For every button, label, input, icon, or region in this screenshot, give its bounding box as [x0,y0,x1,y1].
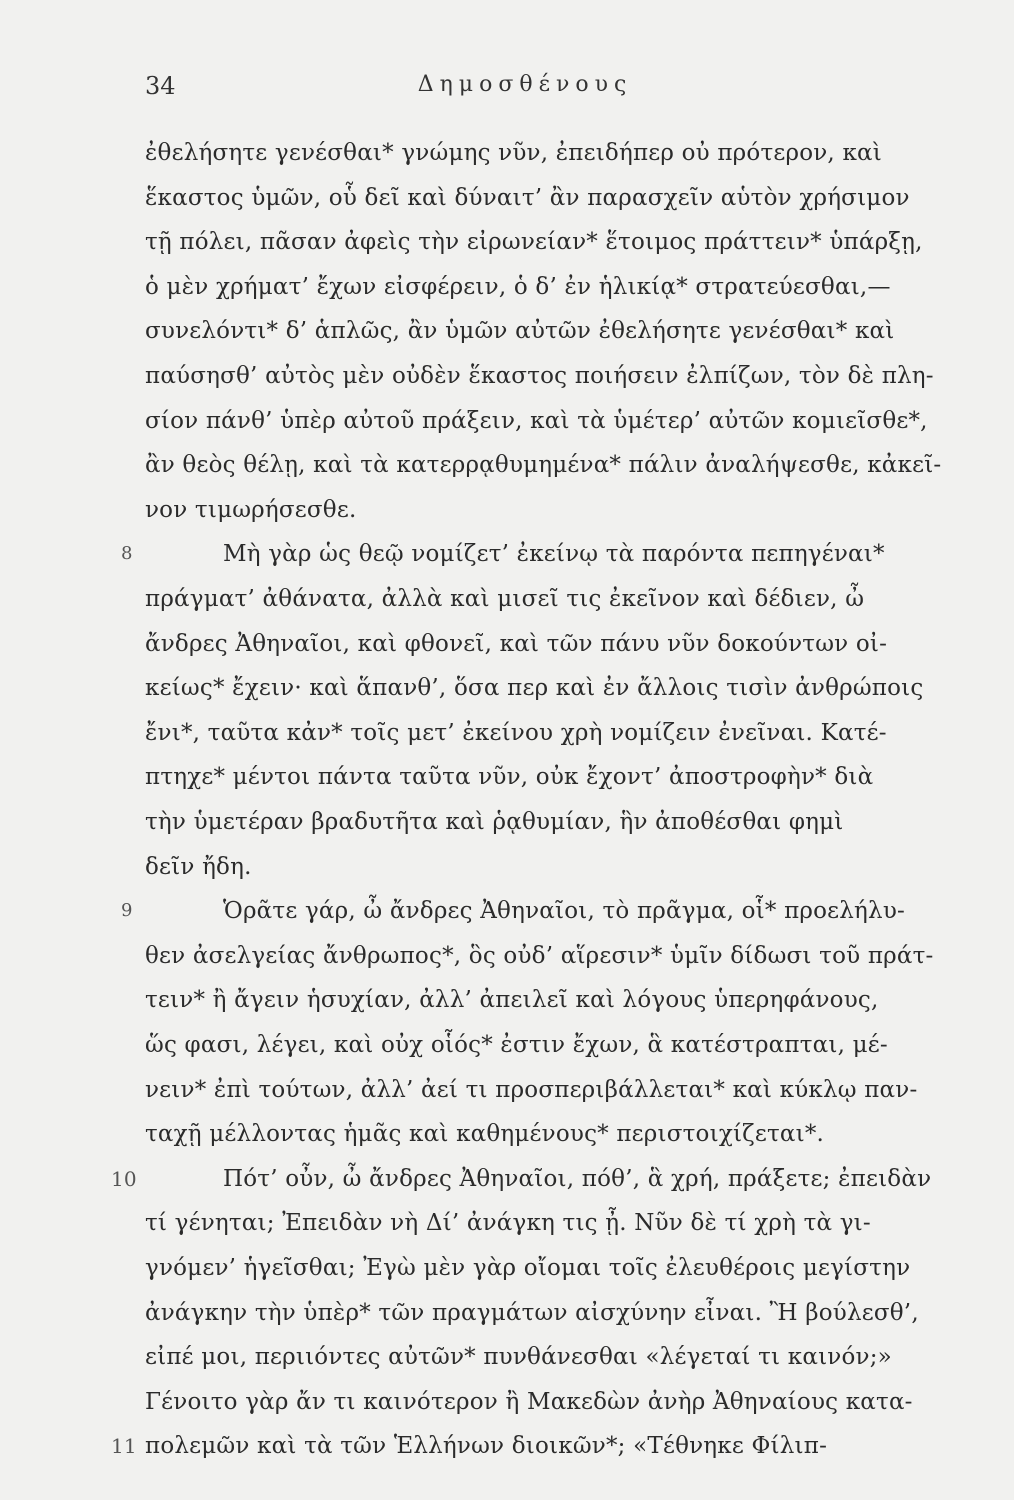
line-text: κείως* ἔχειν· καὶ ἅπανθ’, ὅσα περ καὶ ἐν ἄλλοις τισὶν ἀνθρώποις [145,675,924,702]
text-line [145,358,934,394]
line-text: νον τιμωρήσεσθε. [145,496,357,523]
line-text: τειν* ἢ ἄγειν ἡσυχίαν, ἀλλ’ ἀπειλεῖ καὶ λόγους ὑπερηφάνους, [145,987,879,1014]
text-line [145,1339,892,1375]
line-text: ταχῇ μέλλοντας ἡμᾶς καὶ καθημένους* περιστοιχίζεται*. [145,1121,825,1148]
page-header [145,72,905,108]
text-line [145,804,844,840]
text-line [145,759,873,795]
line-text: πολεμῶν καὶ τὰ τῶν Ἑλλήνων διοικῶν*; «Τέθνηκε Φίλιπ- [145,1433,828,1460]
text-line [145,447,941,483]
text-line [121,893,905,929]
line-text: ἀνάγκην τὴν ὑπὲρ* τῶν πραγμάτων αἰσχύνην εἶναι. Ἢ βούλεσθ’, [145,1299,919,1326]
text-line [145,670,923,706]
line-text: ὁ μὲν χρήματ’ ἔχων εἰσφέρειν, ὁ δ’ ἐν ἡλικίᾳ* στρατεύεσθαι,— [145,273,891,300]
text-line [145,1295,919,1331]
text-line [121,536,885,572]
text-line [145,1205,871,1241]
text-line [145,626,887,662]
text-line [145,1027,888,1063]
line-text: ἐθελήσητε γενέσθαι* γνώμης νῦν, ἐπειδήπερ οὐ πρότερον, καὶ [145,140,882,166]
line-text: τὴν ὑμετέραν βραδυτῆτα καὶ ῥᾳθυμίαν, ἣν ἀποθέσθαι φημὶ [145,809,844,835]
line-text: ἔνι*, ταῦτα κἀν* τοῖς μετ’ ἐκείνου χρὴ νομίζειν ἐνεῖναι. Κατέ- [145,719,887,746]
text-line [145,938,934,974]
line-text: νειν* ἐπὶ τούτων, ἀλλ’ ἀεί τι προσπεριβάλλεται* καὶ κύκλῳ παν- [145,1076,918,1103]
text-line [145,1250,910,1286]
line-text: συνελόντι* δ’ ἁπλῶς, ἂν ὑμῶν αὐτῶν ἐθελήσητε γενέσθαι* καὶ [145,318,895,345]
line-text: δεῖν ἤδη. [145,853,252,880]
text-line [111,1161,932,1197]
text-line [111,1428,828,1464]
section-number: 9 [121,900,133,922]
line-text: τί γένηται; Ἐπειδὰν νὴ Δί’ ἀνάγκη τις ᾖ. Νῦν δὲ τί χρὴ τὰ γι- [145,1210,871,1237]
text-line [145,224,923,260]
text-line [145,180,910,216]
line-text: τῇ πόλει, πᾶσαν ἀφεὶς τὴν εἰρωνείαν* ἕτοιμος πράττειν* ὑπάρξῃ, [145,229,923,256]
text-line [145,403,928,439]
line-text: ἄνδρες Ἀθηναῖοι, καὶ φθονεῖ, καὶ τῶν πάνυ νῦν δοκούντων οἰ- [145,630,888,657]
line-text: ἂν θεὸς θέλῃ, καὶ τὰ κατερρᾳθυμημένα* πάλιν ἀναλήψεσθε, κἀκεῖ- [145,452,942,479]
line-text: Γένοιτο γὰρ ἄν τι καινότερον ἢ Μακεδὼν ἀνὴρ Ἀθηναίους κατα- [145,1388,913,1415]
line-text: Ὁρᾶτε γάρ, ὦ ἄνδρες Ἀθηναῖοι, τὸ πρᾶγμα, οἷ* προελήλυ- [223,898,905,925]
line-text: εἰπέ μοι, περιιόντες αὐτῶν* πυνθάνεσθαι «λέγεταί τι καινόν;» [145,1344,892,1371]
line-text: θεν ἀσελγείας ἄνθρωπος*, ὃς οὐδ’ αἵρεσιν* ὑμῖν δίδωσι τοῦ πράτ- [145,942,934,969]
text-line [145,1384,913,1420]
text-line [145,135,882,171]
text-line [145,849,252,885]
text-line [145,715,887,751]
running-head: Δημοσθένους [417,72,633,97]
text-line [145,1116,824,1152]
line-text: Πότ’ οὖν, ὦ ἄνδρες Ἀθηναῖοι, πόθ’, ἃ χρή, πράξετε; ἐπειδὰν [223,1165,932,1192]
text-line [145,1072,917,1108]
line-text: γνόμεν’ ἡγεῖσθαι; Ἐγὼ μὲν γὰρ οἴομαι τοῖς ἐλευθέροις μεγίστην [145,1255,911,1281]
line-text: ἕκαστος ὑμῶν, οὗ δεῖ καὶ δύναιτ’ ἂν παρασχεῖν αὑτὸν χρήσιμον [145,184,910,211]
text-line [145,269,891,305]
text-line [145,492,356,528]
line-text: πτηχε* μέντοι πάντα ταῦτα νῦν, οὐκ ἔχοντ’ ἀποστροφὴν* διὰ [145,764,874,791]
page-number: 34 [145,72,176,100]
section-number: 8 [121,543,133,565]
line-text: ὥς φασι, λέγει, καὶ οὐχ οἷός* ἐστιν ἔχων, ἃ κατέστραπται, μέ- [145,1032,888,1058]
section-number: 10 [111,1166,137,1191]
text-line [145,982,879,1018]
line-text: Μὴ γὰρ ὡς θεῷ νομίζετ’ ἐκείνῳ τὰ παρόντα πεπηγέναι* [223,541,885,568]
line-text: σίον πάνθ’ ὑπὲρ αὐτοῦ πράξειν, καὶ τὰ ὑμέτερ’ αὐτῶν κομιεῖσθε*, [145,407,928,434]
section-number: 11 [111,1434,137,1459]
line-text: παύσησθ’ αὐτὸς μὲν οὐδὲν ἕκαστος ποιήσειν ἐλπίζων, τὸν δὲ πλη- [145,363,934,389]
text-line [145,581,864,617]
line-text: πράγματ’ ἀθάνατα, ἀλλὰ καὶ μισεῖ τις ἐκεῖνον καὶ δέδιεν, ὦ [145,586,865,612]
text-line [145,313,894,349]
